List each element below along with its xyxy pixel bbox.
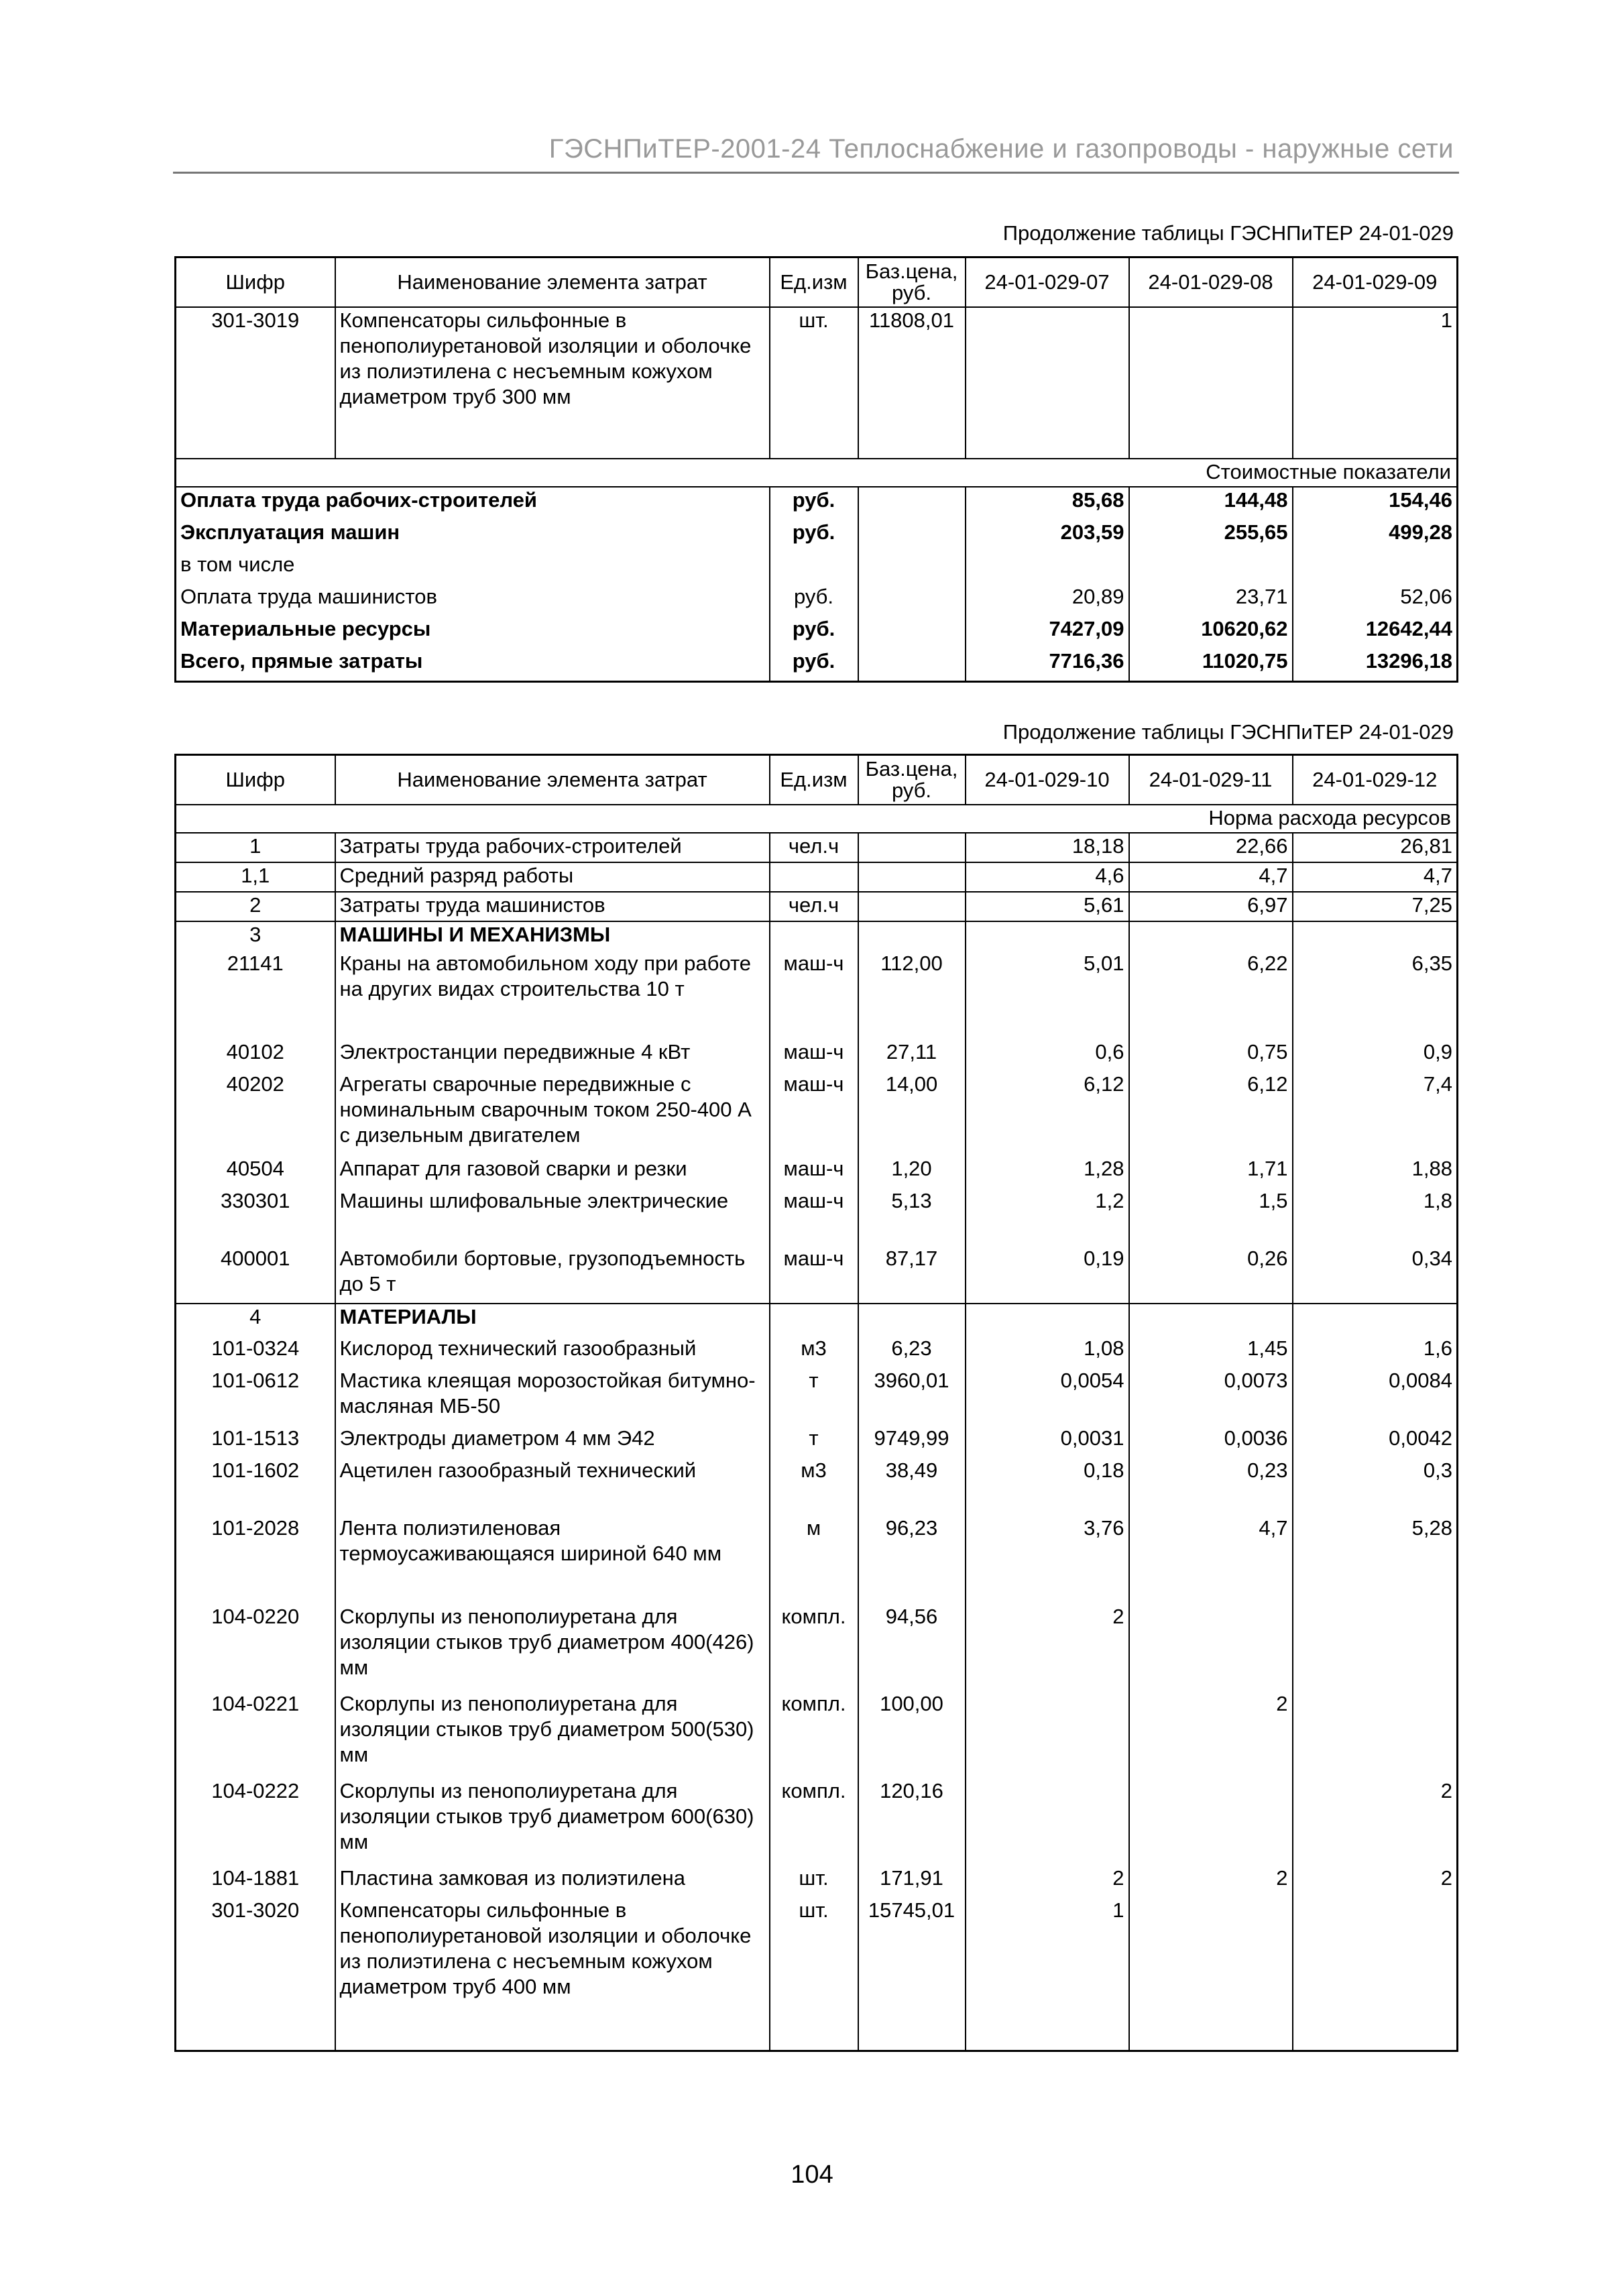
row-unit: компл. [770,1604,858,1691]
row-value-1: 0,0054 [966,1368,1129,1426]
cost-label: Оплата труда рабочих-строителей [176,487,770,520]
row-value-2 [1129,921,1293,951]
row-value-1: 6,12 [966,1072,1129,1156]
row-value-3 [1293,1604,1458,1691]
row-unit: шт. [770,1866,858,1898]
cost-value-2: 11020,75 [1129,648,1293,682]
row-name: Мастика клеящая морозостойкая битумно-масляная МБ-50 [335,1368,770,1426]
row-price [858,1304,966,1336]
row-unit [770,862,858,892]
row-name: Затраты труда рабочих-строителей [335,833,770,862]
row-code: 40102 [176,1039,335,1072]
row-unit: маш-ч [770,1188,858,1246]
resource-row [176,1515,1458,1604]
header-col3: 24-01-029-09 [1293,257,1458,308]
row-value-1: 1,2 [966,1188,1129,1246]
cost-value-2: 10620,62 [1129,616,1293,648]
row-unit: м3 [770,1336,858,1368]
item-code: 301-3019 [176,307,335,459]
cost-value-1: 20,89 [966,584,1129,616]
row-price [858,833,966,862]
row-code: 101-0324 [176,1336,335,1368]
row-name: МАТЕРИАЛЫ [335,1304,770,1336]
row-value-1: 4,6 [966,862,1129,892]
cost-rows [176,487,1458,682]
row-value-3: 1,88 [1411,1157,1452,1180]
cost-value-1: 7716,36 [966,648,1129,682]
row-code: 21141 [176,951,335,1039]
header-col2: 24-01-029-11 [1129,755,1293,805]
row-code: 101-0612 [176,1368,335,1426]
row-value-2: 2 [1129,1691,1293,1778]
cost-value-1: 203,59 [966,520,1129,552]
item-value-2 [1129,307,1293,459]
row-code: 104-0222 [176,1778,335,1866]
row-value-3: 2 [1440,1779,1452,1802]
item-value-3: 1 [1440,308,1452,332]
cost-price [858,487,966,520]
row-value-3: 0,0084 [1389,1369,1452,1392]
row-price: 27,11 [858,1039,966,1072]
row-code: 101-1602 [176,1458,335,1515]
cost-unit: руб. [770,487,858,520]
row-name: Электростанции передвижные 4 кВт [335,1039,770,1072]
row-value-1: 18,18 [966,833,1129,862]
row-value-2: 4,7 [1129,1515,1293,1604]
row-value-1 [966,1304,1129,1336]
row-unit: компл. [770,1778,858,1866]
cost-value-2: 255,65 [1129,520,1293,552]
row-code: 3 [176,921,335,951]
row-value-3: 6,35 [1411,952,1452,975]
cost-unit: руб. [770,616,858,648]
row-value-1: 1,28 [966,1156,1129,1188]
row-value-2: 6,97 [1129,892,1293,921]
row-price: 94,56 [858,1604,966,1691]
resource-row [176,1188,1458,1246]
row-value-2 [1129,1304,1293,1336]
row-value-2: 0,26 [1129,1246,1293,1304]
resource-row [176,1778,1458,1866]
row-price: 15745,01 [858,1898,966,2024]
cost-row [176,616,1458,648]
row-code: 301-3020 [176,1898,335,2024]
cost-row [176,520,1458,552]
row-price: 87,17 [858,1246,966,1304]
row-unit: чел.ч [770,892,858,921]
row-unit [770,1304,858,1336]
cost-value-3: 13296,18 [1365,649,1452,673]
cost-unit: руб. [770,648,858,682]
row-value-2: 6,12 [1129,1072,1293,1156]
row-name: Кислород технический газообразный [335,1336,770,1368]
row-value-1: 2 [966,1866,1129,1898]
section-row [176,1304,1458,1336]
row-name: Электроды диаметром 4 мм Э42 [335,1426,770,1458]
row-unit: компл. [770,1691,858,1778]
header-col2: 24-01-029-08 [1129,257,1293,308]
header-price: Баз.цена, руб. [858,257,966,308]
resource-row [176,1604,1458,1691]
cost-label: Эксплуатация машин [176,520,770,552]
cost-value-1: 85,68 [966,487,1129,520]
resource-row [176,1458,1458,1515]
row-value-3 [1293,1691,1458,1778]
cost-unit [770,552,858,584]
row-unit: т [770,1368,858,1426]
cost-value-1 [966,552,1129,584]
row-price: 3960,01 [858,1368,966,1426]
row-value-2: 2 [1129,1866,1293,1898]
resource-rows [176,833,1458,2024]
row-name: Скорлупы из пенополиуретана для изоляции стыков труб диаметром 500(530) мм [335,1691,770,1778]
row-value-1: 0,18 [966,1458,1129,1515]
row-name: Краны на автомобильном ходу при работе на других видах строительства 10 т [335,951,770,1039]
row-name: Скорлупы из пенополиуретана для изоляции стыков труб диаметром 600(630) мм [335,1778,770,1866]
row-value-1: 5,61 [966,892,1129,921]
row-name: Агрегаты сварочные передвижные с номинальным сварочным током 250-400 А с дизельным двигателем [335,1072,770,1156]
cost-price [858,520,966,552]
row-value-3 [1293,921,1458,951]
row-value-3 [1293,1898,1458,2024]
row-code: 40504 [176,1156,335,1188]
cost-price [858,648,966,682]
row-unit [770,921,858,951]
section-row [176,921,1458,951]
cost-unit: руб. [770,520,858,552]
row-code: 1,1 [176,862,335,892]
table2 [174,754,1458,2052]
row-price: 5,13 [858,1188,966,1246]
table1-header-row [176,257,1458,308]
row-name: Машины шлифовальные электрические [335,1188,770,1246]
row-price: 112,00 [858,951,966,1039]
row-code: 104-0221 [176,1691,335,1778]
table1-caption: Продолжение таблицы ГЭСНПиТЕР 24-01-029 [1002,221,1454,245]
header-name: Наименование элемента затрат [335,755,770,805]
row-unit: шт. [770,1898,858,2024]
cost-value-2: 23,71 [1129,584,1293,616]
row-value-2: 0,75 [1129,1039,1293,1072]
row-price [858,921,966,951]
cost-row [176,552,1458,584]
header-price: Баз.цена, руб. [858,755,966,805]
row-value-3: 7,25 [1293,892,1458,921]
row-name: Автомобили бортовые, грузоподъемность до 5 т [335,1246,770,1304]
resource-row [176,1156,1458,1188]
row-value-2: 0,0073 [1129,1368,1293,1426]
row-code: 400001 [176,1246,335,1304]
cost-price [858,584,966,616]
resource-row [176,1898,1458,2024]
resource-row [176,1039,1458,1072]
row-code: 104-1881 [176,1866,335,1898]
cost-label: Всего, прямые затраты [176,648,770,682]
row-price: 96,23 [858,1515,966,1604]
row-price: 6,23 [858,1336,966,1368]
row-unit: чел.ч [770,833,858,862]
cost-value-3: 52,06 [1400,585,1452,608]
cost-row [176,648,1458,682]
row-price: 171,91 [858,1866,966,1898]
row-value-3: 1,8 [1423,1189,1452,1212]
resource-row [176,862,1458,892]
row-value-1 [966,921,1129,951]
cost-value-3: 154,46 [1389,488,1452,512]
row-value-2: 1,45 [1129,1336,1293,1368]
header-col1: 24-01-029-07 [966,257,1129,308]
table1 [174,256,1458,683]
row-value-3: 0,9 [1423,1040,1452,1064]
header-unit: Ед.изм [770,755,858,805]
row-unit: маш-ч [770,951,858,1039]
row-value-1 [966,1778,1129,1866]
item-unit: шт. [770,307,858,459]
header-rule [173,172,1459,174]
cost-label: Оплата труда машинистов [176,584,770,616]
row-code: 101-1513 [176,1426,335,1458]
row-unit: маш-ч [770,1246,858,1304]
row-code: 40202 [176,1072,335,1156]
row-name: Ацетилен газообразный технический [335,1458,770,1515]
table2-caption: Продолжение таблицы ГЭСНПиТЕР 24-01-029 [1002,720,1454,744]
cost-value-1: 7427,09 [966,616,1129,648]
cost-value-2: 144,48 [1129,487,1293,520]
row-price: 100,00 [858,1691,966,1778]
row-unit: маш-ч [770,1072,858,1156]
row-price [858,862,966,892]
resource-row [176,1426,1458,1458]
row-unit: маш-ч [770,1156,858,1188]
cost-value-3: 499,28 [1389,520,1452,544]
row-unit: т [770,1426,858,1458]
row-value-3: 26,81 [1293,833,1458,862]
row-code: 101-2028 [176,1515,335,1604]
resource-row [176,1368,1458,1426]
row-value-2: 0,23 [1129,1458,1293,1515]
cost-value-3: 12642,44 [1365,617,1452,640]
item-price: 11808,01 [858,307,966,459]
row-value-3 [1293,1304,1458,1336]
header-name: Наименование элемента затрат [335,257,770,308]
row-value-2 [1129,1778,1293,1866]
row-value-2: 1,71 [1129,1156,1293,1188]
table2-header-row [176,755,1458,805]
row-value-3: 5,28 [1411,1516,1452,1540]
cost-row [176,584,1458,616]
row-value-2 [1129,1898,1293,2024]
cost-price [858,552,966,584]
row-value-1: 1 [966,1898,1129,2024]
row-value-3: 0,34 [1411,1247,1452,1270]
row-value-2: 0,0036 [1129,1426,1293,1458]
row-price [858,892,966,921]
row-name: Компенсаторы сильфонные в пенополиуретановой изоляции и оболочке из полиэтилена с несъемным кожухом диаметром труб 400 мм [335,1898,770,2024]
row-value-2 [1129,1604,1293,1691]
resource-row [176,1072,1458,1156]
table2-filler-row [176,2024,1458,2051]
row-unit: м [770,1515,858,1604]
row-value-1: 2 [966,1604,1129,1691]
item-value-1 [966,307,1129,459]
row-value-1: 0,0031 [966,1426,1129,1458]
row-name: Пластина замковая из полиэтилена [335,1866,770,1898]
row-price: 38,49 [858,1458,966,1515]
cost-label: Материальные ресурсы [176,616,770,648]
header-col3: 24-01-029-12 [1293,755,1458,805]
cost-value-3 [1293,552,1458,584]
header-code: Шифр [176,755,335,805]
cost-label: в том числе [176,552,770,584]
row-value-1: 0,19 [966,1246,1129,1304]
row-value-1: 0,6 [966,1039,1129,1072]
cost-unit: руб. [770,584,858,616]
resource-row [176,833,1458,862]
table2-band-row [176,805,1458,833]
resource-row [176,1246,1458,1304]
row-price: 120,16 [858,1778,966,1866]
row-value-1: 1,08 [966,1336,1129,1368]
row-value-3: 0,3 [1423,1458,1452,1482]
band-resource-norms: Норма расхода ресурсов [176,805,1458,833]
band-cost-indicators: Стоимостные показатели [176,459,1458,487]
row-code: 104-0220 [176,1604,335,1691]
table1-item-row [176,307,1458,459]
page-number: 104 [791,2161,833,2189]
row-value-2: 22,66 [1129,833,1293,862]
resource-row [176,892,1458,921]
row-name: Аппарат для газовой сварки и резки [335,1156,770,1188]
row-value-3: 4,7 [1293,862,1458,892]
row-value-3: 0,0042 [1389,1426,1452,1450]
row-name: Затраты труда машинистов [335,892,770,921]
row-value-3: 2 [1440,1866,1452,1890]
row-price: 14,00 [858,1072,966,1156]
item-name: Компенсаторы сильфонные в пенополиуретановой изоляции и оболочке из полиэтилена с несъемным кожухом диаметром труб 300 мм [335,307,770,459]
row-code: 1 [176,833,335,862]
row-price: 9749,99 [858,1426,966,1458]
row-name: Средний разряд работы [335,862,770,892]
row-unit: м3 [770,1458,858,1515]
row-name: Скорлупы из пенополиуретана для изоляции стыков труб диаметром 400(426) мм [335,1604,770,1691]
resource-row [176,951,1458,1039]
cost-value-2 [1129,552,1293,584]
row-value-1: 3,76 [966,1515,1129,1604]
resource-row [176,1866,1458,1898]
row-code: 4 [176,1304,335,1336]
row-code: 330301 [176,1188,335,1246]
row-value-3: 7,4 [1423,1072,1452,1096]
row-unit: маш-ч [770,1039,858,1072]
cost-row [176,487,1458,520]
resource-row [176,1336,1458,1368]
row-code: 2 [176,892,335,921]
row-value-2: 4,7 [1129,862,1293,892]
row-value-2: 1,5 [1129,1188,1293,1246]
header-unit: Ед.изм [770,257,858,308]
row-value-1: 5,01 [966,951,1129,1039]
row-price: 1,20 [858,1156,966,1188]
table1-band-row [176,459,1458,487]
row-name: МАШИНЫ И МЕХАНИЗМЫ [335,921,770,951]
header-code: Шифр [176,257,335,308]
row-value-3: 1,6 [1423,1336,1452,1360]
header-col1: 24-01-029-10 [966,755,1129,805]
cost-price [858,616,966,648]
running-header: ГЭСНПиТЕР-2001-24 Теплоснабжение и газопроводы - наружные сети [548,134,1454,164]
row-name: Лента полиэтиленовая термоусаживающаяся шириной 640 мм [335,1515,770,1604]
row-value-2: 6,22 [1129,951,1293,1039]
row-value-1 [966,1691,1129,1778]
resource-row [176,1691,1458,1778]
